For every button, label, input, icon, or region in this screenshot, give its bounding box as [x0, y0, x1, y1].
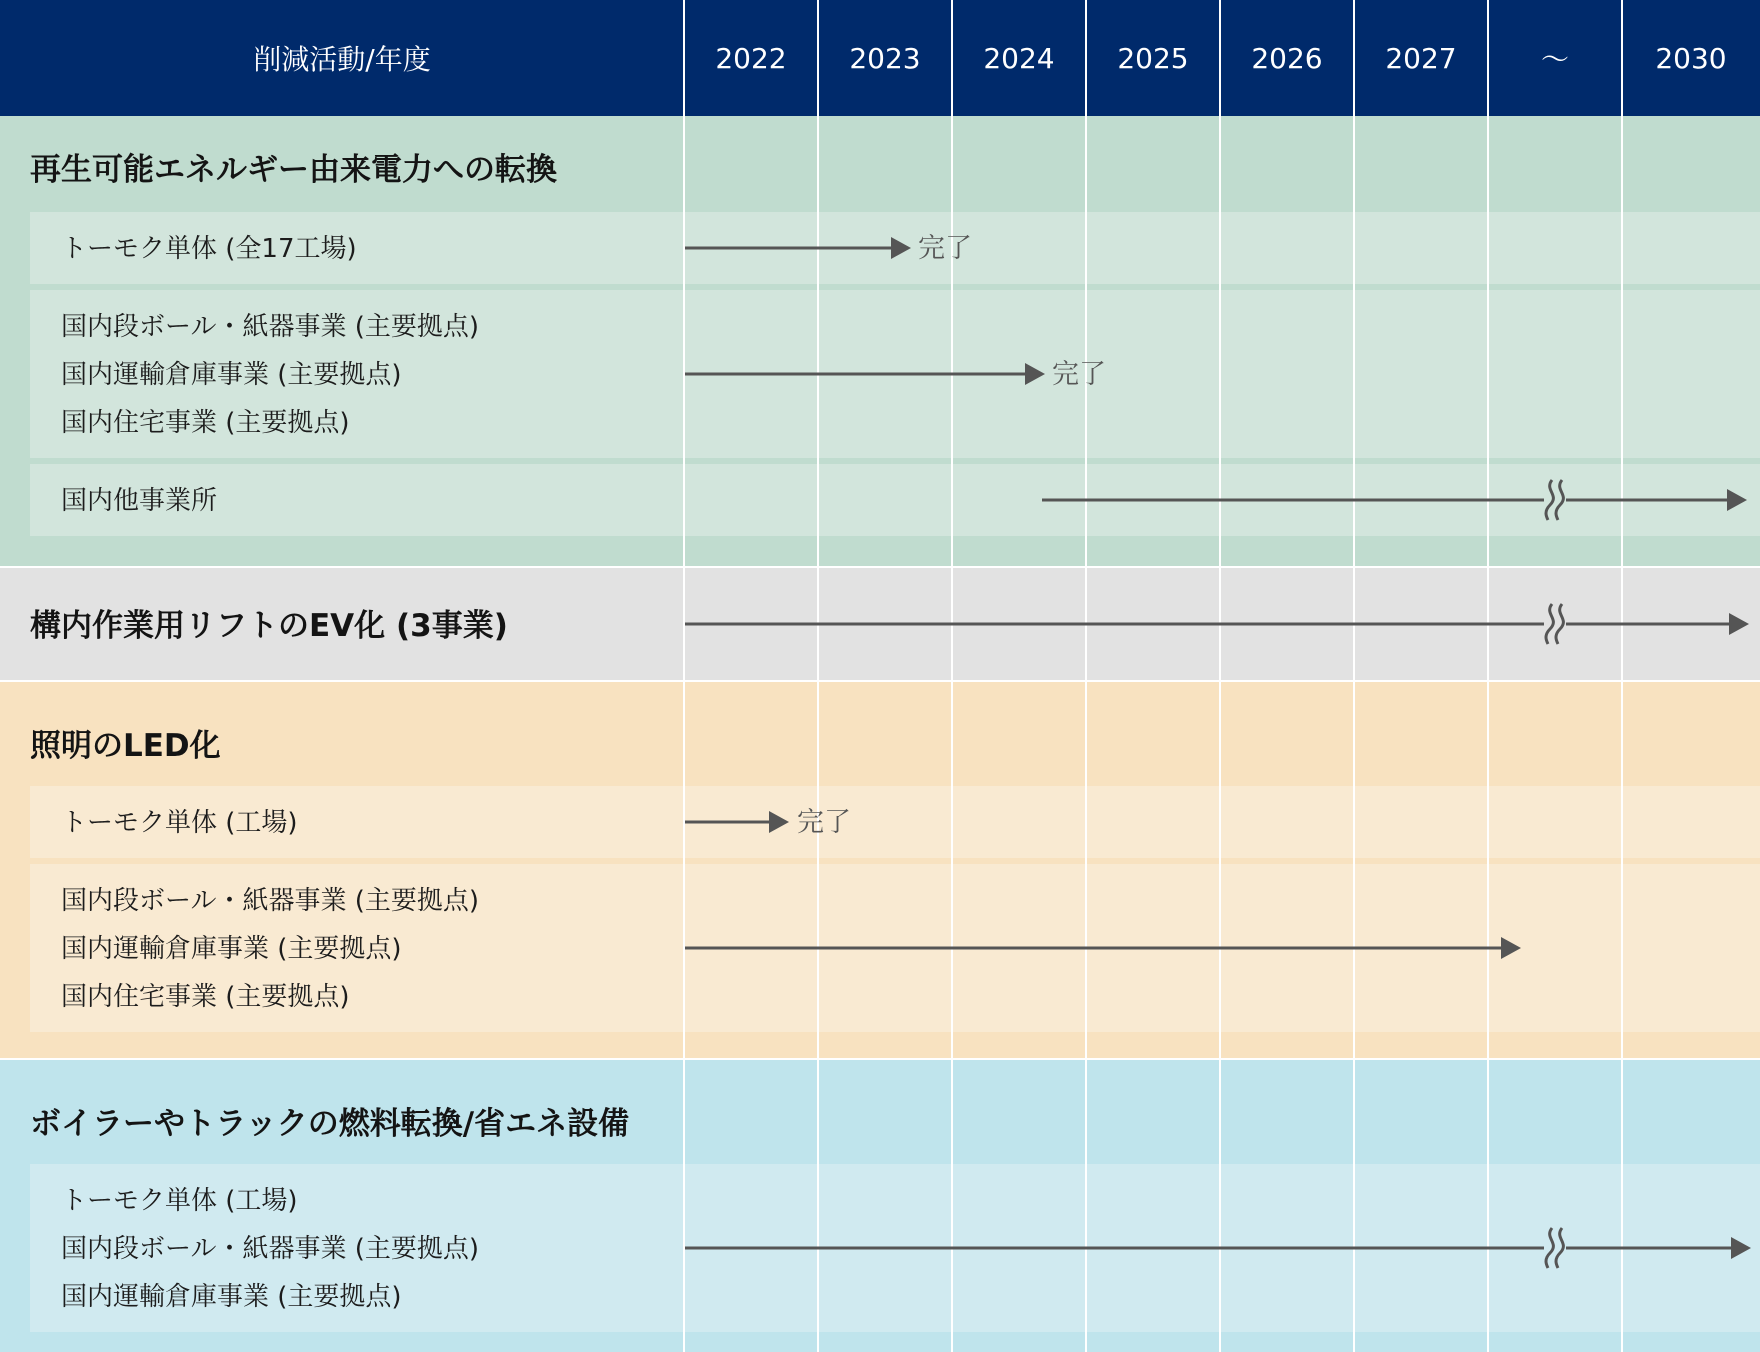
arrow-head	[891, 237, 911, 259]
header-year-2026: 2026	[1251, 41, 1323, 75]
arrow-head	[1729, 613, 1749, 635]
header-year-2022: 2022	[715, 41, 787, 75]
row-label: 国内運輸倉庫事業 (主要拠点)	[61, 1282, 402, 1312]
section-title-forklift: 構内作業用リフトのEV化 (3事業)	[30, 608, 508, 644]
arrow-head	[1731, 1237, 1751, 1259]
header-year-2023: 2023	[849, 41, 921, 75]
break-mark-icon	[1544, 1228, 1566, 1268]
row-label: トーモク単体 (工場)	[61, 1186, 298, 1216]
row-label: 国内段ボール・紙器事業 (主要拠点)	[61, 886, 480, 916]
row-label: 国内住宅事業 (主要拠点)	[61, 982, 350, 1012]
status-complete-label: 完了	[918, 233, 972, 264]
section-title-renewable: 再生可能エネルギー由来電力への転換	[30, 152, 557, 188]
status-complete-label: 完了	[1052, 359, 1106, 390]
row-label: 国内住宅事業 (主要拠点)	[61, 408, 350, 438]
section-title-led: 照明のLED化	[30, 728, 221, 764]
header-year-2030: 2030	[1655, 41, 1727, 75]
arrow-head	[1727, 489, 1747, 511]
row-label: トーモク単体 (全17工場)	[61, 234, 357, 264]
break-mark-icon	[1544, 480, 1566, 520]
arrow-head	[1025, 363, 1045, 385]
row-label: 国内運輸倉庫事業 (主要拠点)	[61, 360, 402, 390]
row-label: 国内他事業所	[61, 486, 218, 516]
break-mark-icon	[1544, 604, 1566, 644]
section-title-fuel: ボイラーやトラックの燃料転換/省エネ設備	[30, 1106, 630, 1142]
row-label: 国内段ボール・紙器事業 (主要拠点)	[61, 1234, 480, 1264]
header-year-2025: 2025	[1117, 41, 1189, 75]
header-year-2027: 2027	[1385, 41, 1457, 75]
row-label: 国内運輸倉庫事業 (主要拠点)	[61, 934, 402, 964]
row-label: 国内段ボール・紙器事業 (主要拠点)	[61, 312, 480, 342]
row-label: トーモク単体 (工場)	[61, 808, 298, 838]
arrow-head	[1501, 937, 1521, 959]
status-complete-label: 完了	[797, 807, 851, 838]
header-year-2024: 2024	[983, 41, 1055, 75]
header-year-gap: ～	[1540, 43, 1569, 76]
header-activity-year-label: 削減活動/年度	[253, 43, 431, 76]
arrow-head	[769, 811, 789, 833]
